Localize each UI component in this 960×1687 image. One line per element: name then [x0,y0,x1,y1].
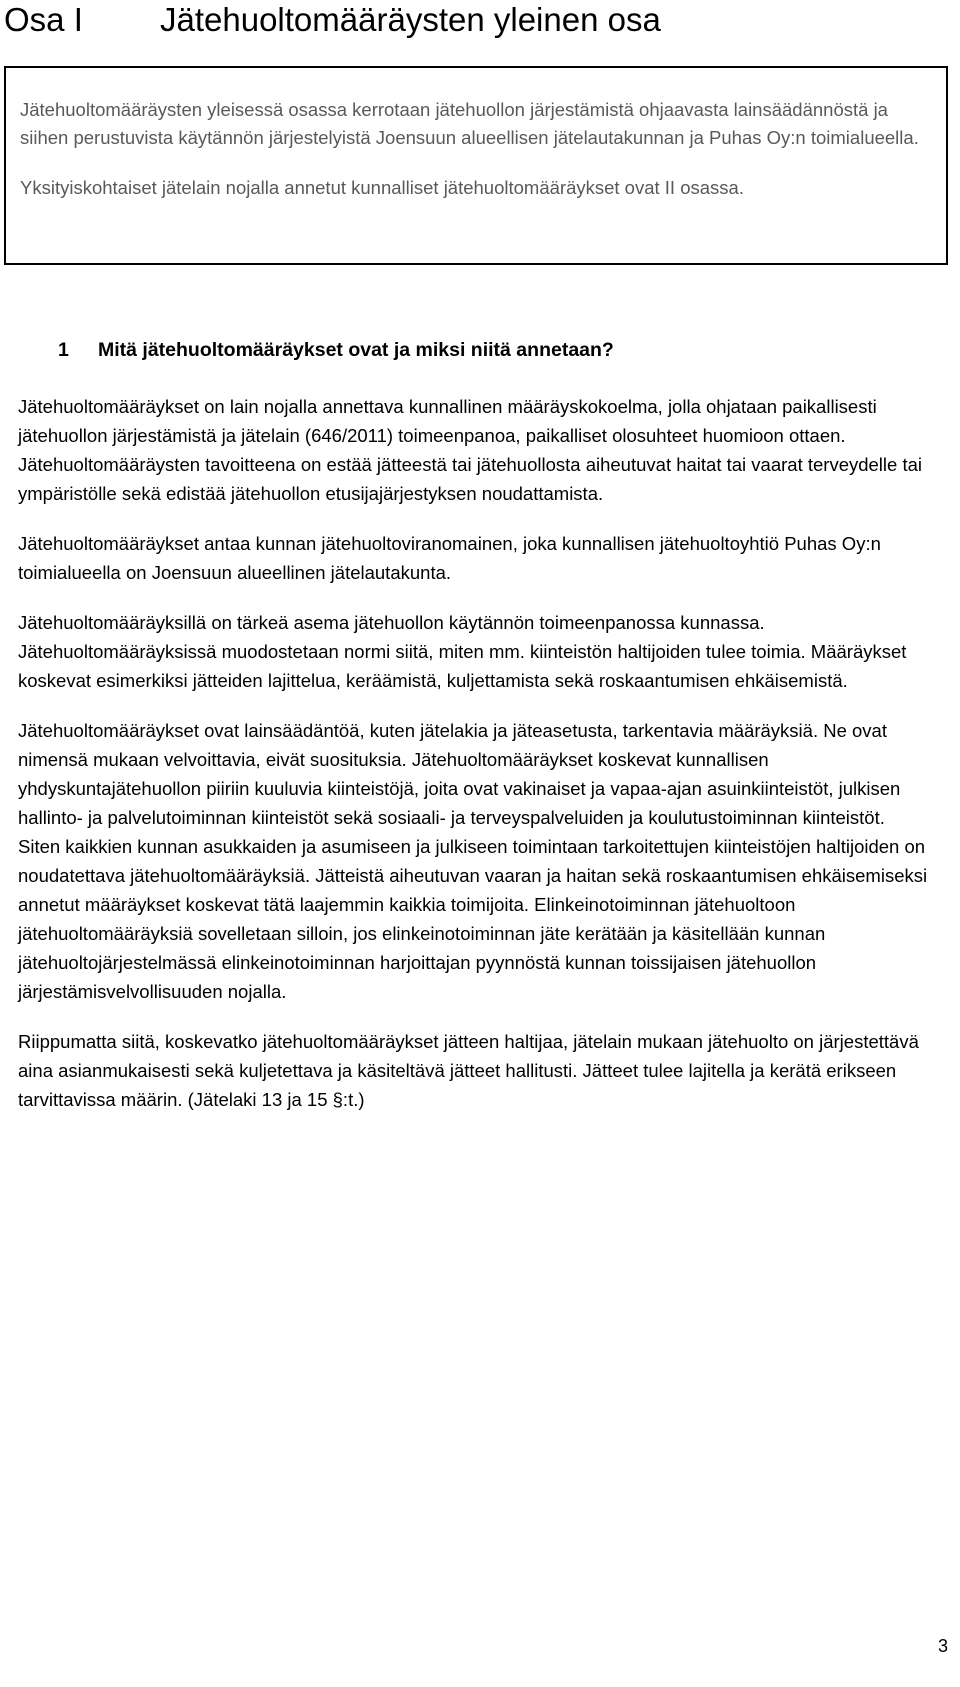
body-paragraph: Riippumatta siitä, koskevatko jätehuoltomääräykset jätteen haltijaa, jätelain mukaan jätehuolto on järjestettävä aina asianmukaisesti sekä kuljetettava ja käsiteltävä jätteet hallitusti. Jätteet tulee lajitella ja kerätä erikseen tarvittavissa määrin. (Jätelaki 13 ja 15 §:t.) [18,1031,919,1110]
body-paragraph: Jätehuoltomääräyksillä on tärkeä asema jätehuollon käytännön toimeenpanossa kunnassa. Jätehuoltomääräyksissä muodostetaan normi siitä, miten mm. kiinteistön haltijoiden tulee toimia. Määräykset koskevat esimerkiksi jätteiden lajittelua, keräämistä, kuljettamista sekä roskaantumisen ehkäisemistä. [18,612,907,691]
body-paragraph: Jätehuoltomääräykset on lain nojalla annettava kunnallinen määräyskokoelma, jolla ohjataan paikallisesti jätehuollon järjestämistä ja jätelain (646/2011) toimeenpanoa, paikalliset olosuhteet huomioon ottaen. Jätehuoltomääräysten tavoitteena on estää jätteestä tai jätehuollosta aiheutuvat haitat tai vaarat terveydelle tai ympäristölle sekä edistää jätehuollon etusijajärjestyksen noudattamista. [18,396,922,504]
section-number: 1 [58,339,69,361]
section-heading [58,336,614,364]
intro-paragraph: Yksityiskohtaiset jätelain nojalla annetut kunnalliset jätehuoltomääräykset ovat II osassa. [20,177,744,198]
body-text [18,392,928,1135]
intro-paragraph: Jätehuoltomääräysten yleisessä osassa kerrotaan jätehuollon järjestämistä ohjaavasta lainsäädännöstä ja siihen perustuvista käytännön järjestelyistä Joensuun alueellisen jätelautakunnan ja Puhas Oy:n toimialueella. [20,99,919,148]
page-header [0,0,960,44]
body-paragraph: Jätehuoltomääräykset ovat lainsäädäntöä, kuten jätelakia ja jäteasetusta, tarkentavia määräyksiä. Ne ovat nimensä mukaan velvoittavia, eivät suosituksia. Jätehuoltomääräykset koskevat kunnallisen yhdyskuntajätehuollon piiriin kuuluvia kiinteistöjä, joita ovat vakinaiset ja vapaa-ajan asuinkiinteistöt, julkisen hallinto- ja palvelutoiminnan kiinteistöt sekä sosiaali- ja terveyspalveluiden ja koulutustoiminnan kiinteistöt. Siten kaikkien kunnan asukkaiden ja asumiseen ja julkiseen toimintaan tarkoitettujen kiinteistöjen haltijoiden on noudatettava jätehuoltomääräyksiä. Jätteistä aiheutuvan vaaran ja haitan sekä roskaantumisen ehkäisemiseksi annetut määräykset koskevat tätä laajemmin kaikkia toimijoita. Elinkeinotoiminnan jätehuoltoon jätehuoltomääräyksiä sovelletaan silloin, jos elinkeinotoiminnan jäte kerätään ja käsitellään kunnan jätehuoltojärjestelmässä elinkeinotoiminnan harjoittajan pyynnöstä kunnan toissijaisen jätehuollon järjestämisvelvollisuuden nojalla. [18,720,928,1002]
part-label: Osa I [4,1,83,38]
intro-box [4,66,948,265]
section-title: Mitä jätehuoltomääräykset ovat ja miksi niitä annetaan? [98,339,614,361]
page-number: 3 [937,1636,948,1656]
page-title: Jätehuoltomääräysten yleinen osa [160,1,661,38]
body-paragraph: Jätehuoltomääräykset antaa kunnan jätehuoltoviranomainen, joka kunnallisen jätehuoltoyhtiö Puhas Oy:n toimialueella on Joensuun alueellinen jätelautakunta. [18,533,881,583]
